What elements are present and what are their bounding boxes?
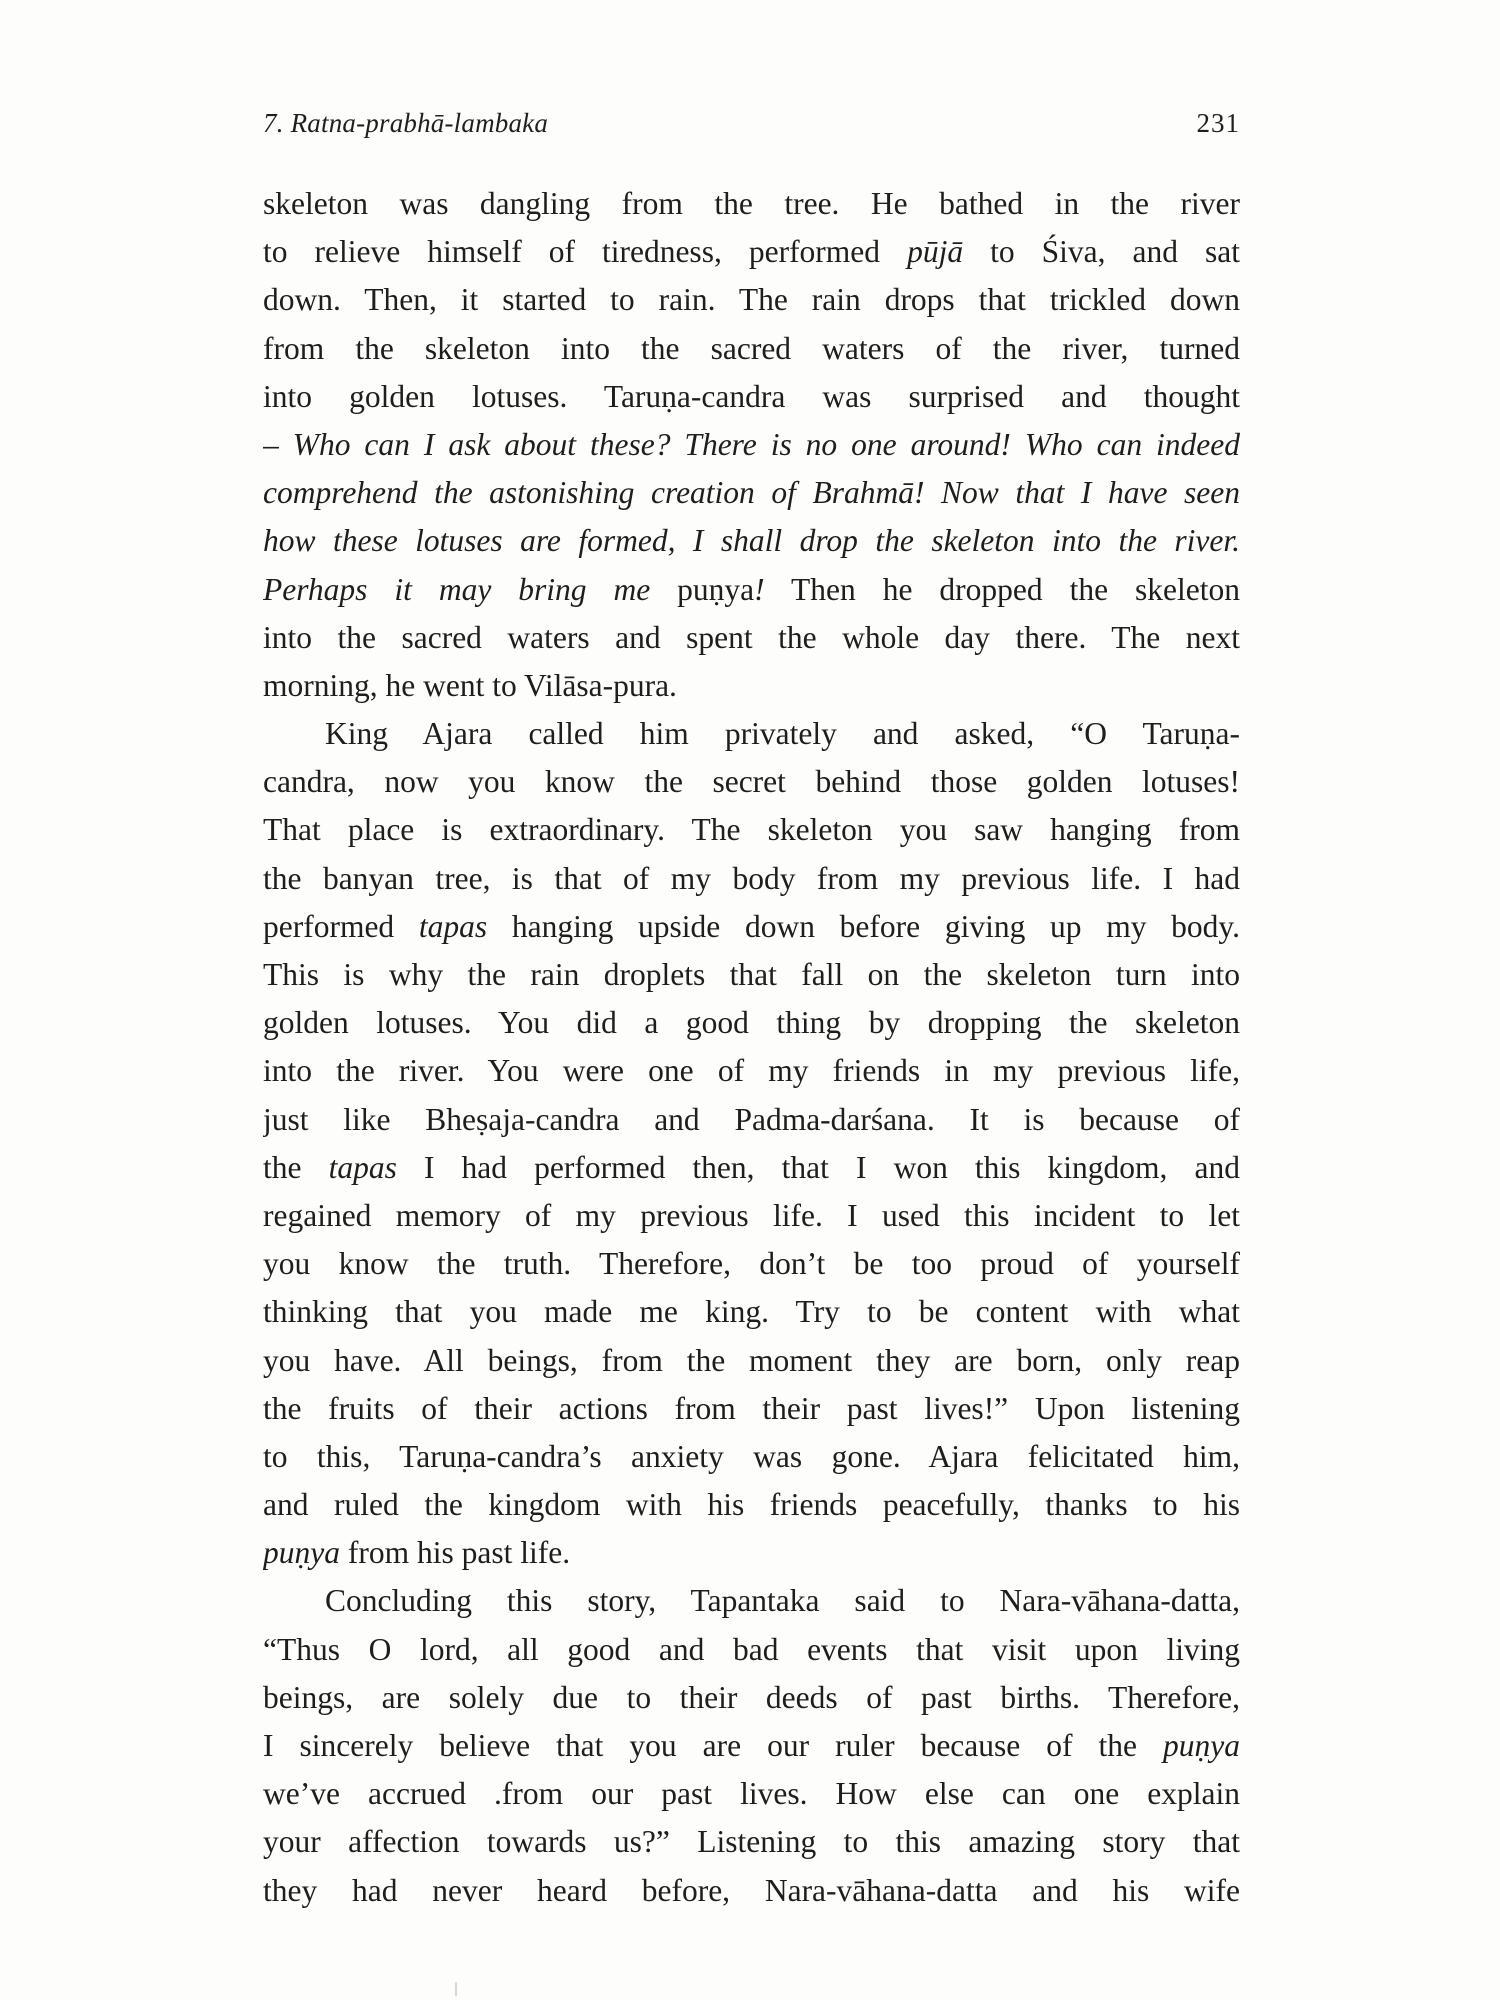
text-line xyxy=(263,1288,1240,1336)
text-line xyxy=(263,758,1240,806)
text-run: I had performed then, that I won this kingdom, and xyxy=(396,1149,1240,1185)
text-run: thinking that you made me king. Try to be content with what xyxy=(263,1294,1240,1330)
italic-run: tapas xyxy=(418,908,488,944)
text-line xyxy=(263,662,1240,710)
text-line xyxy=(263,1481,1240,1529)
text-run: King Ajara called him privately and asked, “O Taruṇa- xyxy=(325,716,1240,752)
scan-artifact xyxy=(455,1982,457,1996)
text-line xyxy=(263,806,1240,854)
text-run: the fruits of their actions from their past lives!” Upon listening xyxy=(263,1390,1240,1426)
text-line xyxy=(263,1577,1240,1625)
text-run: morning, he went to Vilāsa-pura. xyxy=(263,667,677,703)
text-line xyxy=(263,1433,1240,1481)
text-run: down. Then, it started to rain. The rain drops that trickled down xyxy=(263,282,1240,318)
text-run: the xyxy=(263,1149,329,1185)
text-line xyxy=(263,999,1240,1047)
text-line xyxy=(263,1192,1240,1240)
text-run: and ruled the kingdom with his friends peacefully, thanks to his xyxy=(263,1487,1240,1523)
text-line xyxy=(263,228,1240,276)
text-run: to this, Taruṇa-candra’s anxiety was gone. Ajara felicitated him, xyxy=(263,1438,1240,1474)
text-run: Concluding this story, Tapantaka said to Nara-vāhana-datta, xyxy=(325,1583,1240,1619)
text-run: from the skeleton into the sacred waters of the river, turned xyxy=(263,330,1240,366)
text-line xyxy=(263,517,1240,565)
text-run: golden lotuses. You did a good thing by dropping the skeleton xyxy=(263,1005,1240,1041)
text-run: candra, now you know the secret behind those golden lotuses! xyxy=(263,764,1240,800)
text-line xyxy=(263,1144,1240,1192)
text-line xyxy=(263,1770,1240,1818)
text-line xyxy=(263,1529,1240,1577)
text-run: regained memory of my previous life. I used this incident to let xyxy=(263,1197,1240,1233)
text-line xyxy=(263,614,1240,662)
text-run: from his past life. xyxy=(339,1535,571,1571)
text-run: to Śiva, and sat xyxy=(963,234,1240,270)
text-run: the banyan tree, is that of my body from my previous life. I had xyxy=(263,860,1240,896)
text-run: beings, are solely due to their deeds of past births. Therefore, xyxy=(263,1679,1240,1715)
text-run: puṇya xyxy=(650,571,755,607)
italic-run: Who can I ask about these? There is no one around! Who can indeed xyxy=(292,426,1240,462)
text-line xyxy=(263,1096,1240,1144)
italic-run: pūjā xyxy=(907,234,964,270)
running-head xyxy=(263,108,1240,148)
page-number: 231 xyxy=(1196,108,1240,138)
text-line xyxy=(263,1626,1240,1674)
text-run: into the sacred waters and spent the whole day there. The next xyxy=(263,619,1240,655)
text-line xyxy=(263,1385,1240,1433)
text-run: “Thus O lord, all good and bad events that visit upon living xyxy=(263,1631,1240,1667)
text-run: to relieve himself of tiredness, performed xyxy=(263,234,908,270)
text-run: This is why the rain droplets that fall on the skeleton turn into xyxy=(263,957,1240,992)
text-run: – xyxy=(263,426,293,462)
text-line xyxy=(263,1674,1240,1722)
chapter-title: 7. Ratna-prabhā-lambaka xyxy=(263,108,549,138)
text-run: I sincerely believe that you are our ruler because of the xyxy=(263,1728,1164,1763)
italic-run: ! xyxy=(754,571,765,607)
text-line xyxy=(263,1722,1240,1770)
text-run: they had never heard before, Nara-vāhana-datta and his wife xyxy=(263,1872,1240,1908)
body-text xyxy=(263,180,1240,1915)
text-line xyxy=(263,180,1240,228)
text-line xyxy=(263,1047,1240,1095)
italic-run: Perhaps it may bring me xyxy=(263,571,651,607)
text-run: performed xyxy=(263,908,419,944)
text-line xyxy=(263,469,1240,517)
text-line xyxy=(263,855,1240,903)
text-run: we’ve accrued .from our past lives. How else can one explain xyxy=(263,1776,1240,1812)
text-run: skeleton was dangling from the tree. He bathed in the river xyxy=(263,186,1240,221)
text-line xyxy=(263,276,1240,324)
text-run: your affection towards us?” Listening to this amazing story that xyxy=(263,1824,1240,1860)
text-run: just like Bheṣaja-candra and Padma-darśana. It is because of xyxy=(263,1101,1240,1137)
text-line xyxy=(263,903,1240,951)
text-run: into golden lotuses. Taruṇa-candra was surprised and thought xyxy=(263,378,1240,414)
text-run: you know the truth. Therefore, don’t be too proud of yourself xyxy=(263,1246,1240,1282)
text-run: into the river. You were one of my friends in my previous life, xyxy=(263,1053,1240,1089)
italic-run: puṇya xyxy=(263,1535,340,1571)
italic-run: comprehend the astonishing creation of Brahmā! Now that I have seen xyxy=(263,475,1240,511)
italic-run: tapas xyxy=(328,1149,397,1185)
text-line xyxy=(263,373,1240,421)
text-line xyxy=(263,1240,1240,1288)
text-line xyxy=(263,421,1240,469)
text-line xyxy=(263,951,1240,999)
text-run: That place is extraordinary. The skeleton you saw hanging from xyxy=(263,812,1240,848)
text-line xyxy=(263,1818,1240,1866)
text-line xyxy=(263,710,1240,758)
text-run: Then he dropped the skeleton xyxy=(764,571,1240,607)
text-run: you have. All beings, from the moment they are born, only reap xyxy=(263,1342,1240,1378)
text-run: hanging upside down before giving up my body. xyxy=(487,908,1240,944)
text-line xyxy=(263,1337,1240,1385)
text-line xyxy=(263,566,1240,614)
italic-run: puṇya xyxy=(1163,1728,1240,1763)
text-line xyxy=(263,1867,1240,1915)
text-line xyxy=(263,325,1240,373)
italic-run: how these lotuses are formed, I shall drop the skeleton into the river. xyxy=(263,523,1240,559)
